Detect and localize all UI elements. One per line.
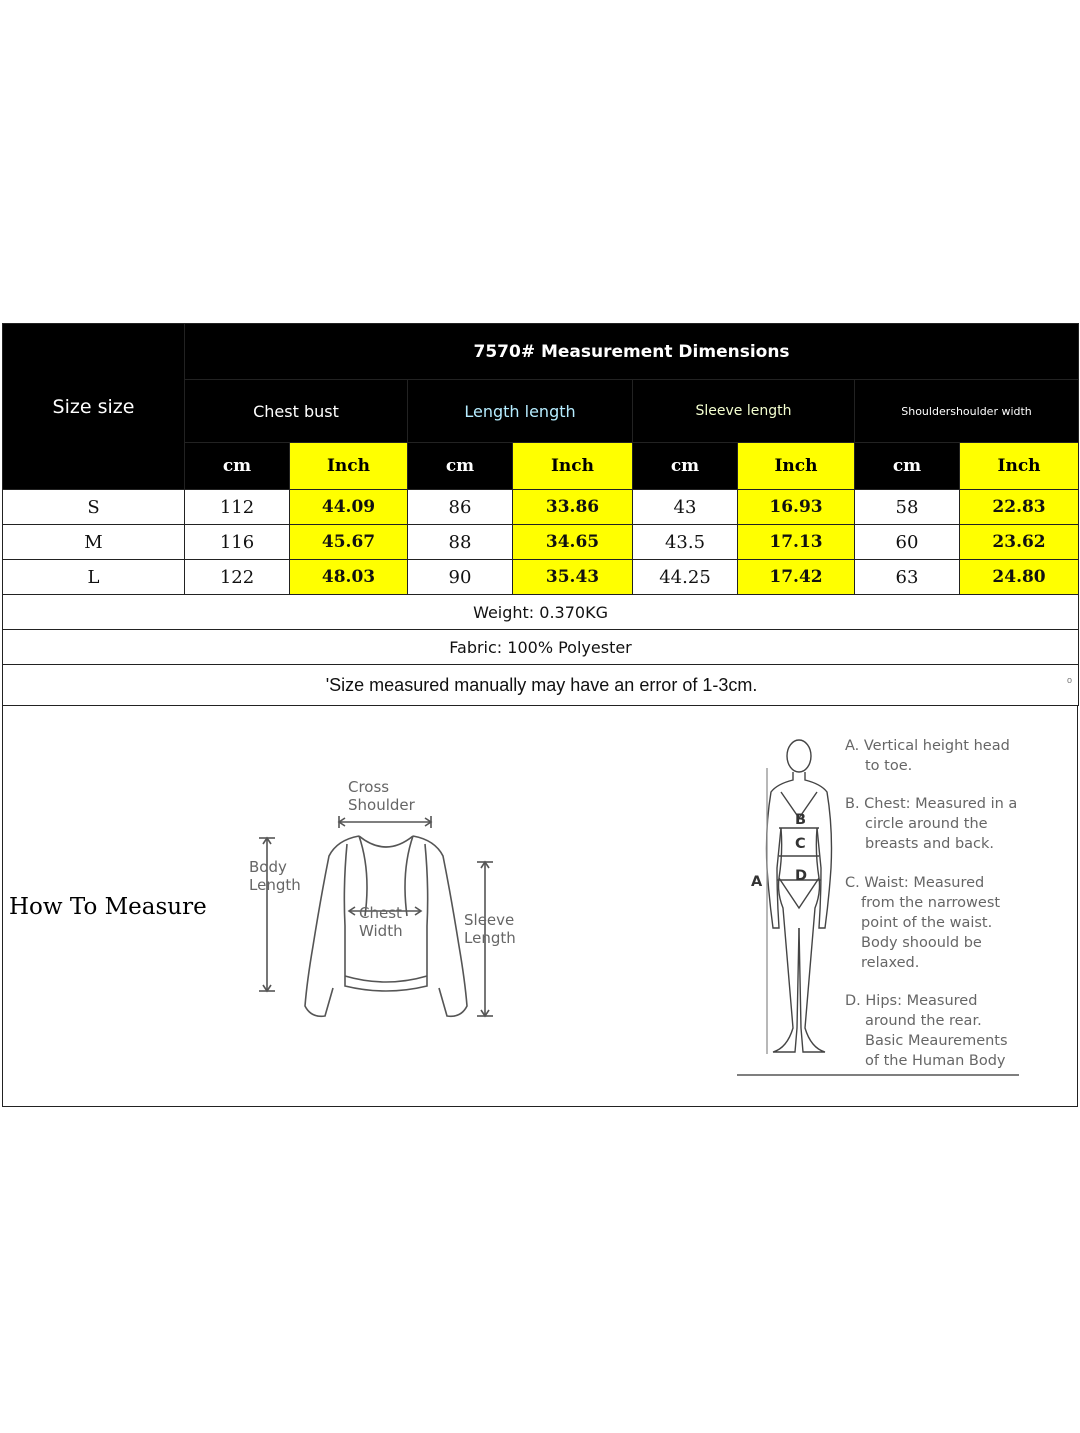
value-cell: 35.43 xyxy=(513,560,633,595)
value-cell: 58 xyxy=(855,490,960,525)
marker-c: C xyxy=(795,836,806,852)
size-chart-sheet xyxy=(2,323,1078,1107)
size-cell: M xyxy=(3,525,185,560)
value-cell: 90 xyxy=(408,560,513,595)
size-cell: L xyxy=(3,560,185,595)
value-cell: 22.83 xyxy=(960,490,1079,525)
body-length-label: Body Length xyxy=(249,858,301,894)
unit-header-cm: cm xyxy=(855,443,960,490)
unit-header-cm: cm xyxy=(408,443,513,490)
group-header-length: Length length xyxy=(408,380,633,443)
value-cell: 60 xyxy=(855,525,960,560)
how-to-measure-panel xyxy=(2,706,1078,1107)
group-header-chest: Chest bust xyxy=(185,380,408,443)
value-cell: 112 xyxy=(185,490,290,525)
marker-d: D xyxy=(795,868,808,884)
value-cell: 44.09 xyxy=(290,490,408,525)
group-header-sleeve: Sleeve length xyxy=(633,380,855,443)
value-cell: 45.67 xyxy=(290,525,408,560)
value-cell: 24.80 xyxy=(960,560,1079,595)
unit-header-cm: cm xyxy=(633,443,738,490)
value-cell: 43.5 xyxy=(633,525,738,560)
value-cell: 48.03 xyxy=(290,560,408,595)
unit-header-inch: Inch xyxy=(290,443,408,490)
value-cell: 44.25 xyxy=(633,560,738,595)
how-to-measure-title: How To Measure xyxy=(9,894,207,920)
value-cell: 33.86 xyxy=(513,490,633,525)
table-row xyxy=(3,525,1079,560)
measurement-note: 'Size measured manually may have an error of 1-3cm. xyxy=(325,674,758,695)
marker-a: A xyxy=(751,874,763,890)
group-header-shoulder: Shouldershoulder width xyxy=(855,380,1079,443)
value-cell: 63 xyxy=(855,560,960,595)
dot-mark: o xyxy=(1067,674,1073,685)
value-cell: 88 xyxy=(408,525,513,560)
fabric-row: Fabric: 100% Polyester xyxy=(3,630,1079,665)
instruction-a: A. Vertical height head to toe. xyxy=(845,738,1010,774)
instruction-d: D. Hips: Measured around the rear. Basic Meaurements of the Human Body xyxy=(845,993,1008,1069)
unit-header-inch: Inch xyxy=(738,443,855,490)
value-cell: 86 xyxy=(408,490,513,525)
measurement-note-row xyxy=(3,665,1079,706)
value-cell: 17.13 xyxy=(738,525,855,560)
instruction-c: C. Waist: Measured from the narrowest point of the waist. Body shoould be relaxed. xyxy=(845,875,1001,971)
size-column-header: Size size xyxy=(3,324,185,490)
marker-b: B xyxy=(795,812,807,828)
unit-header-cm: cm xyxy=(185,443,290,490)
value-cell: 17.42 xyxy=(738,560,855,595)
instruction-b: B. Chest: Measured in a circle around the breasts and back. xyxy=(845,796,1018,852)
unit-header-inch: Inch xyxy=(960,443,1079,490)
unit-header-inch: Inch xyxy=(513,443,633,490)
size-chart-table xyxy=(2,323,1079,706)
value-cell: 116 xyxy=(185,525,290,560)
sleeve-length-label: Sleeve Length xyxy=(464,911,516,947)
cross-shoulder-label: Cross Shoulder xyxy=(348,778,415,814)
value-cell: 23.62 xyxy=(960,525,1079,560)
value-cell: 34.65 xyxy=(513,525,633,560)
chest-width-label: Chest Width xyxy=(359,904,403,940)
size-cell: S xyxy=(3,490,185,525)
table-row xyxy=(3,560,1079,595)
value-cell: 16.93 xyxy=(738,490,855,525)
table-row xyxy=(3,490,1079,525)
value-cell: 122 xyxy=(185,560,290,595)
weight-row: Weight: 0.370KG xyxy=(3,595,1079,630)
table-title: 7570# Measurement Dimensions xyxy=(185,324,1079,380)
value-cell: 43 xyxy=(633,490,738,525)
